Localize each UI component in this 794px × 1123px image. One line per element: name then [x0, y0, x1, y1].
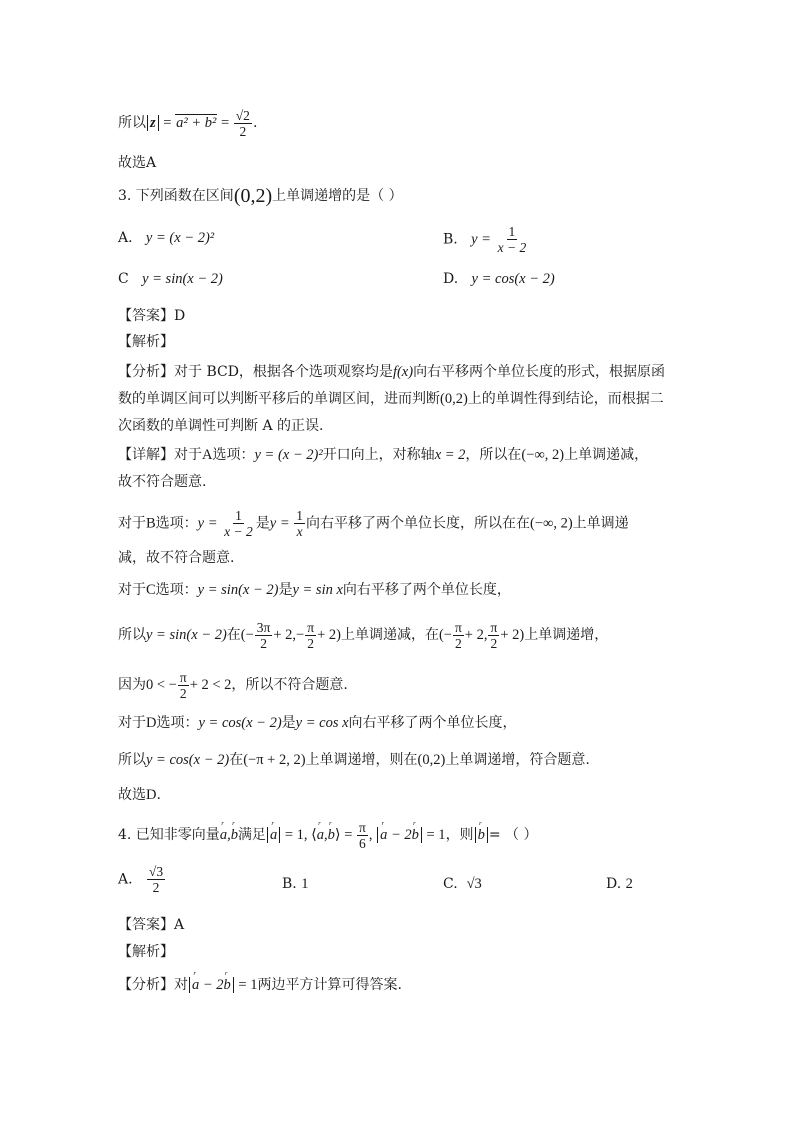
interval: (0,2)	[233, 185, 273, 207]
q4-analysis-label: 【解析】	[118, 944, 174, 960]
text: 选项：	[156, 715, 199, 731]
math: (−π + 2, 2)	[243, 752, 306, 768]
text: 对	[174, 977, 188, 993]
q3-option-b: B. y = $\frac{1}{x - 2}$	[443, 224, 527, 255]
text: 因为	[118, 676, 146, 693]
math: y = cos x	[295, 715, 349, 731]
text: 上单调递增，	[524, 626, 609, 643]
text: .	[156, 787, 161, 803]
q3-detail-d-2	[118, 750, 590, 770]
text: 上单调递增的是（ ）	[272, 188, 403, 204]
text: 对于	[118, 715, 146, 731]
prev-solution-line-1: 所以 z = a² + b² = $\frac{√2}{2}$ .	[118, 108, 258, 139]
text: 3. 下列函数在区间	[118, 188, 234, 204]
math: y = sin(x − 2)	[197, 582, 279, 598]
text: 数的单调区间可以判断平移后的单调区间，进而判断	[118, 391, 440, 407]
option-label: B.	[282, 876, 297, 892]
q3-conclusion	[118, 785, 161, 805]
fenxi-label: 【分析】	[118, 364, 174, 380]
q4-answer	[118, 915, 184, 935]
q3-option-a	[118, 228, 214, 248]
text: ，所以不符合题意.	[231, 676, 348, 693]
text: 上单调递增，符合题意.	[445, 752, 590, 768]
q4-option-b	[282, 874, 308, 894]
q3-option-c	[118, 269, 223, 289]
q3-detail-a	[118, 445, 648, 465]
q4-option-a: A. $\frac{√3}{2}$	[118, 864, 164, 895]
q3-fenxi-line-2	[118, 389, 664, 409]
option-ref: D	[146, 715, 157, 731]
q3-answer	[118, 306, 185, 326]
prev-solution-conclusion: 故选A	[118, 155, 157, 171]
text: 是	[278, 582, 293, 598]
text: 在	[226, 626, 241, 643]
option-label: D.	[606, 876, 622, 892]
xiangjie-label: 【详解】	[118, 447, 174, 463]
text: 是	[255, 515, 270, 532]
q4-option-c	[443, 874, 482, 894]
q4-stem: 4. 已知非零向量ʳ a,ʳ b满足ʳ a = 1, ⟨ʳ a,ʳ b⟩ = $\frac{\pi}{6}$ , ʳ a − 2ʳ b = 1，则ʳ b = （ ）	[118, 820, 537, 851]
text: 对于 BCD，根据各个选项观察均是	[174, 364, 393, 380]
option-label: D.	[443, 271, 459, 287]
q4-option-d	[606, 874, 633, 894]
option-expr: 1	[301, 876, 309, 892]
text: 故选	[118, 787, 146, 803]
text: 向右平移两个单位长度的形式，根据原函	[413, 364, 666, 380]
math: (−∞, 2)	[521, 447, 565, 463]
math: (0,2)	[440, 391, 468, 407]
text: 开口向上，对称轴	[322, 447, 435, 463]
q3-analysis-label: 【解析】	[118, 334, 174, 350]
math: x = 2	[434, 447, 466, 463]
q3-option-d	[443, 269, 555, 289]
math: y = cos(x − 2)	[198, 715, 282, 731]
option-ref: B	[146, 515, 156, 532]
fenxi-label: 【分析】	[118, 977, 174, 993]
math: y = cos(x − 2)	[146, 752, 230, 768]
option-expr: y = (x − 2)²	[145, 230, 215, 246]
text: 选项：	[155, 582, 198, 598]
text: 向右平移了两个单位长度，	[342, 582, 511, 598]
text: 满足	[237, 826, 266, 843]
text: 所以	[118, 114, 146, 131]
text: 是	[281, 715, 296, 731]
text: 对于	[174, 447, 202, 463]
option-label: B.	[443, 231, 458, 248]
text: 上单调递减，在	[340, 626, 439, 643]
option-label: A.	[118, 230, 133, 246]
option-ref: C	[146, 582, 156, 598]
q3-detail-a-2: 故不符合题意.	[118, 474, 207, 490]
text: 上单调递增，则在	[305, 752, 418, 768]
text: 选项：	[212, 447, 255, 463]
option-label: A.	[118, 871, 133, 888]
q3-detail-d	[118, 713, 517, 733]
option-expr: y = cos(x − 2)	[471, 271, 555, 287]
text: 所以	[118, 626, 146, 643]
math: y = sin x	[292, 582, 343, 598]
q3-fenxi-line-3: 次函数的单调性可判断 A 的正误.	[118, 418, 324, 434]
math: (0,2)	[417, 752, 446, 768]
text: 向右平移了两个单位长度，所以在在	[306, 515, 530, 532]
math: y = (x − 2)²	[254, 447, 323, 463]
option-label: C	[118, 271, 129, 287]
option-expr: √3	[466, 876, 482, 892]
math: (−∞, 2)	[530, 515, 573, 532]
math: f(x)	[392, 364, 414, 380]
answer-value: A	[174, 917, 185, 933]
answer-label: 【答案】	[118, 917, 174, 933]
option-expr: 2	[625, 876, 633, 892]
option-expr: y = sin(x − 2)	[142, 271, 223, 287]
option-label: C.	[443, 876, 458, 892]
answer-value: D	[174, 308, 186, 324]
q3-stem	[118, 186, 403, 206]
text: .	[252, 114, 258, 131]
q4-fenxi: 【分析】对ʳ a − 2ʳ b = 1两边平方计算可得答案.	[118, 975, 402, 995]
q3-detail-c	[118, 580, 511, 600]
text: ，所以在	[465, 447, 522, 463]
text: 上单调递减，	[564, 447, 649, 463]
text: 两边平方计算可得答案.	[257, 977, 402, 993]
text: = （ ）	[488, 826, 538, 843]
q3-detail-c-3: 因为0 < − $\frac{\pi}{2}$ + 2 < 2，所以不符合题意.	[118, 670, 348, 701]
text: 对于	[118, 515, 146, 532]
text: 上单调递	[572, 515, 629, 532]
q3-fenxi-line-1	[118, 362, 665, 382]
text: 所以	[118, 752, 146, 768]
text: 选项：	[155, 515, 198, 532]
q3-detail-c-2: 所以y = sin(x − 2)在(− $\frac{3\pi}{2}$ + 2,− $\frac{\pi}{2}$ + 2)上单调递减，在(− $\frac{\pi}{2}$ + 2, $\frac{\pi}{2}$ + 2)上单调递增，	[118, 620, 609, 651]
q3-detail-b: 对于B选项：y = $\frac{1}{x - 2}$ 是y = $\frac{1}{x}$ 向右平移了两个单位长度，所以在在(−∞, 2)上单调递	[118, 508, 629, 539]
text: 向右平移了两个单位长度，	[348, 715, 517, 731]
answer-label: 【答案】	[118, 308, 174, 324]
text: ，则	[445, 826, 474, 843]
text: 4. 已知非零向量	[118, 826, 220, 843]
q3-detail-b-2: 减，故不符合题意.	[118, 550, 235, 566]
option-ref: D	[146, 787, 157, 803]
text: 在	[229, 752, 244, 768]
text: 上的单调性得到结论，而根据二	[467, 391, 664, 407]
option-ref: A	[202, 447, 213, 463]
text: 对于	[118, 582, 146, 598]
